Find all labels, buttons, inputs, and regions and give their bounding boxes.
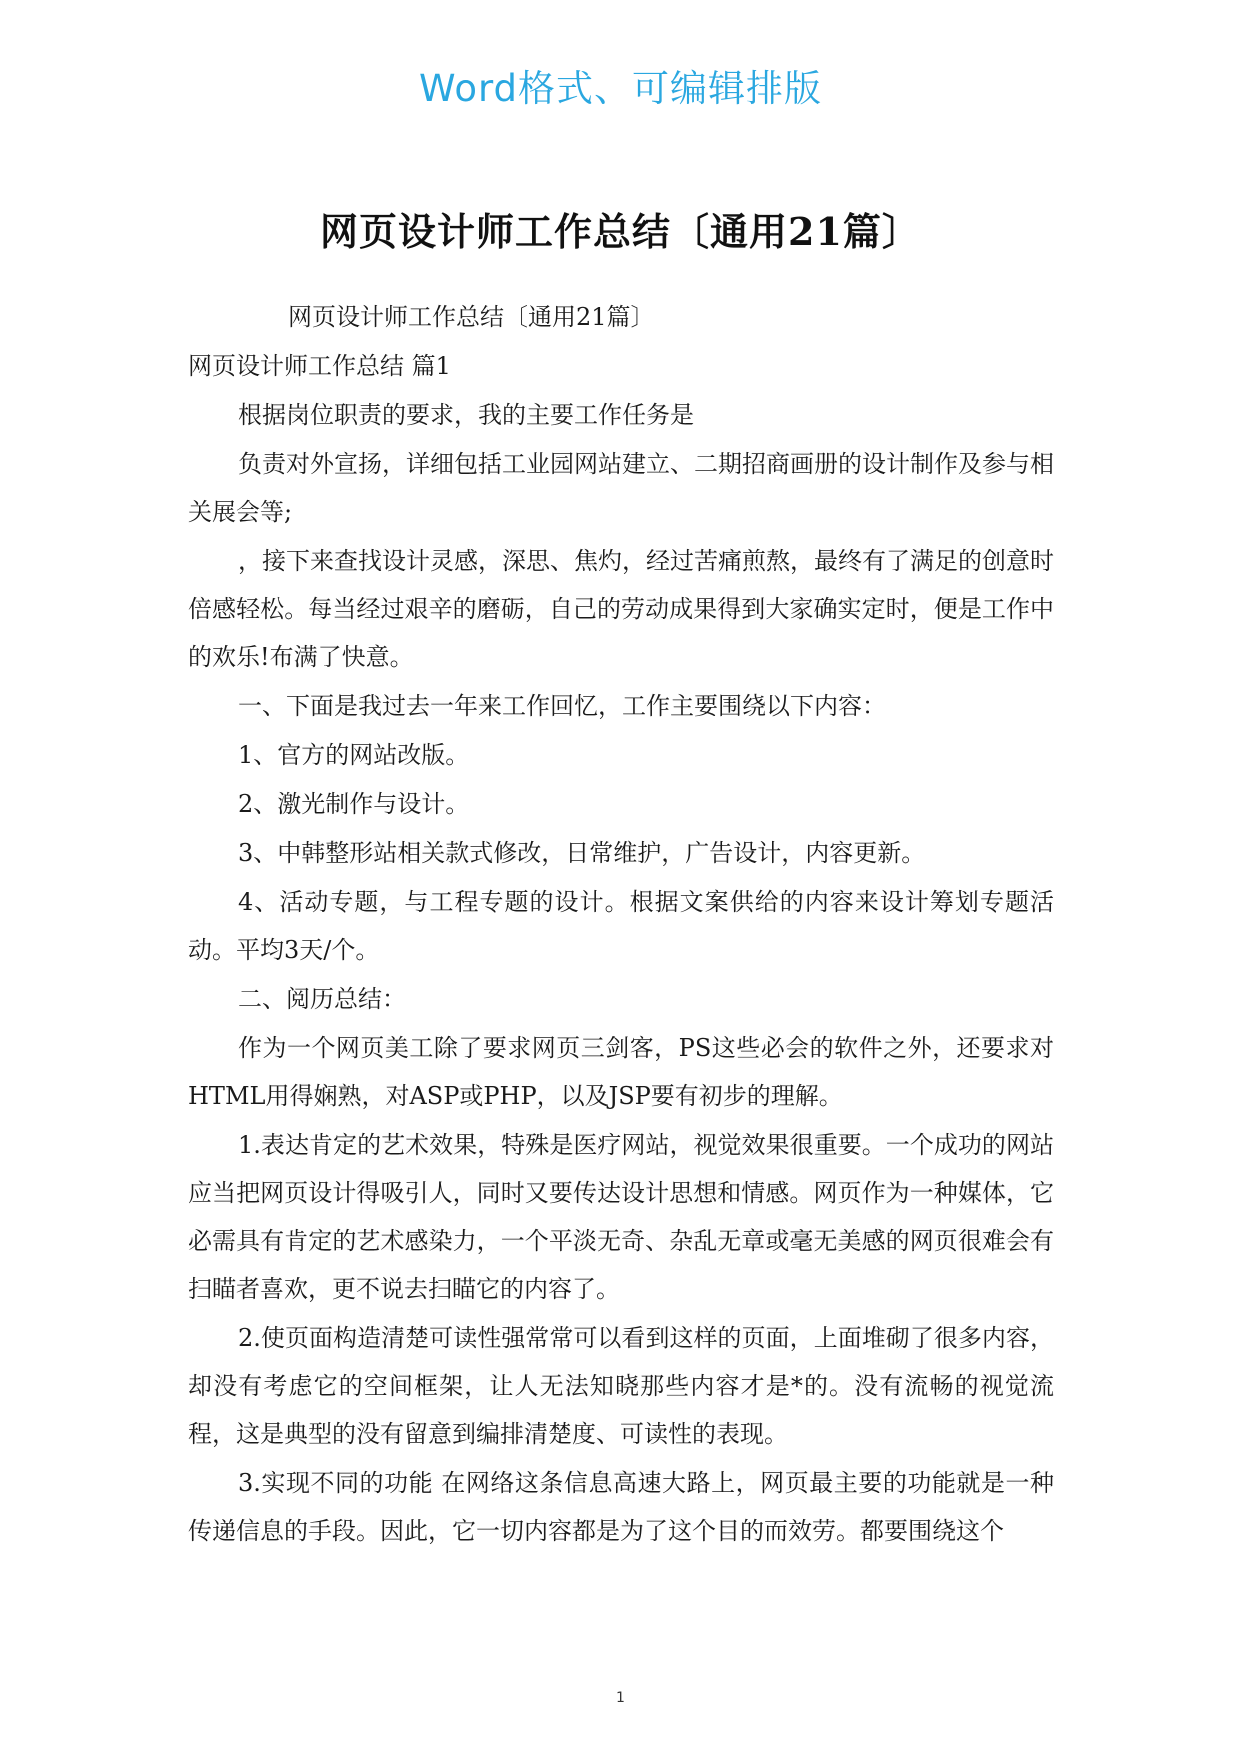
list-item: 4、活动专题，与工程专题的设计。根据文案供给的内容来设计筹划专题活动。平均3天/个。 [188,888,1054,964]
document-body [188,293,1054,1556]
paragraph: 一、下面是我过去一年来工作回忆，工作主要围绕以下内容： [238,692,886,720]
list-item: 1、官方的网站改版。 [238,741,470,769]
paragraph: 根据岗位职责的要求，我的主要工作任务是 [238,401,694,429]
list-item: 3、中韩整形站相关款式修改，日常维护，广告设计，内容更新。 [238,839,926,867]
document-title: 网页设计师工作总结〔通用21篇〕 [320,209,921,254]
document-subtitle: 网页设计师工作总结〔通用21篇〕 [288,303,655,331]
section-heading: 网页设计师工作总结 篇1 [188,352,451,380]
paragraph: 作为一个网页美工除了要求网页三剑客，PS这些必会的软件之外，还要求对HTML用得娴熟，对ASP或PHP，以及JSP要有初步的理解。 [188,1034,1054,1110]
word-format-banner: Word格式、可编辑排版 [418,67,823,110]
paragraph: 负责对外宣扬，详细包括工业园网站建立、二期招商画册的设计制作及参与相关展会等; [188,450,1054,526]
paragraph: ，接下来查找设计灵感，深思、焦灼，经过苦痛煎熬，最终有了满足的创意时倍感轻松。每当经过艰辛的磨砺，自己的劳动成果得到大家确实定时，便是工作中的欢乐!布满了快意。 [188,547,1054,671]
page-number: 1 [616,1690,625,1706]
paragraph: 二、阅历总结： [238,985,406,1013]
paragraph: 1.表达肯定的艺术效果，特殊是医疗网站，视觉效果很重要。一个成功的网站应当把网页设计得吸引人，同时又要传达设计思想和情感。网页作为一种媒体，它必需具有肯定的艺术感染力，一个平淡无奇、杂乱无章或毫无美感的网页很难会有扫瞄者喜欢，更不说去扫瞄它的内容了。 [188,1131,1054,1303]
list-item: 2、激光制作与设计。 [238,790,470,818]
paragraph: 2.使页面构造清楚可读性强常常可以看到这样的页面，上面堆砌了很多内容，却没有考虑它的空间框架，让人无法知晓那些内容才是*的。没有流畅的视觉流程，这是典型的没有留意到编排清楚度、可读性的表现。 [188,1324,1054,1448]
paragraph: 3.实现不同的功能 在网络这条信息高速大路上，网页最主要的功能就是一种传递信息的手段。因此，它一切内容都是为了这个目的而效劳。都要围绕这个 [188,1469,1054,1545]
